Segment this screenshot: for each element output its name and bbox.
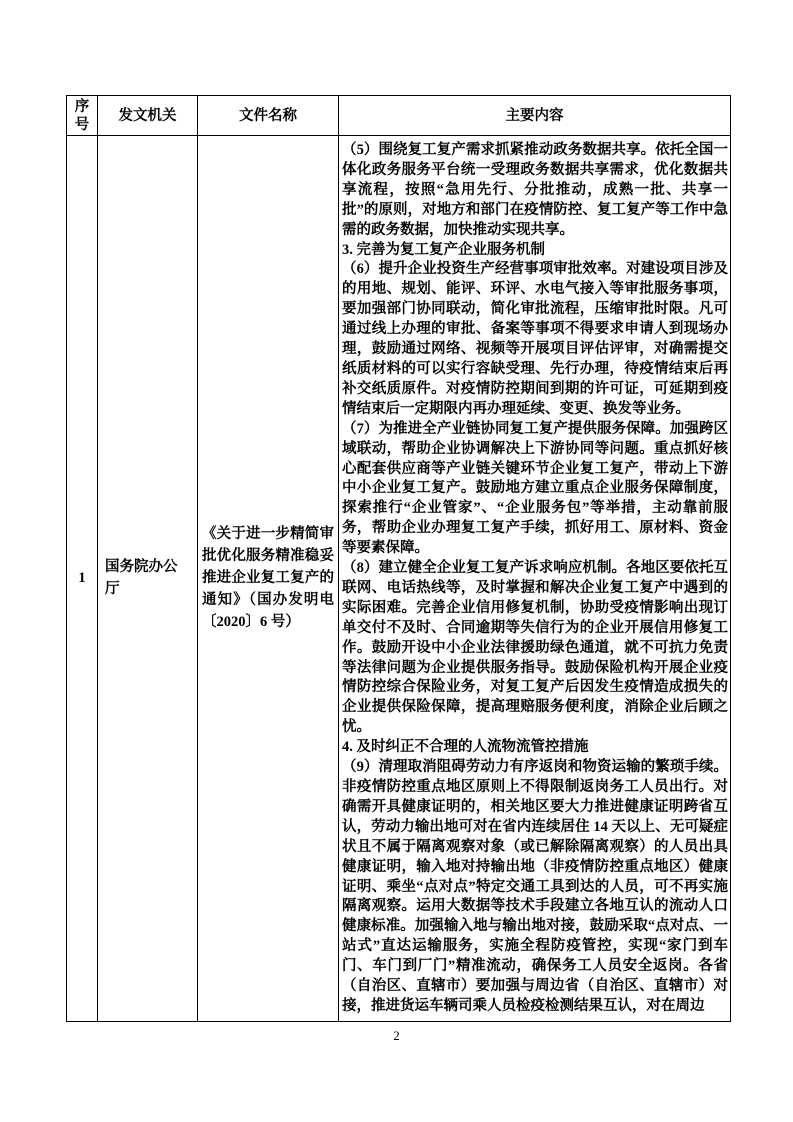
content-paragraph: （8）建立健全企业复工复产诉求响应机制。各地区要依托互联网、电话热线等，及时掌握和解决企业复工复产中遇到的实际困难。完善企业信用修复机制，协助受疫情影响出现订单交付不及时、合同逾期等失信行为的企业开展信用修复工作。鼓励开设中小企业法律援助绿色通道，就不可抗力免责等法律问题为企业提供服务指导。鼓励保险机构开展企业疫情防控综合保险业务，对复工复产后因发生疫情造成损失的企业提供保险保障，提高理赔服务便利度，消除企业后顾之忧。 [342, 560, 728, 736]
col-header-docname: 文件名称 [198, 96, 339, 136]
row-docname-cell: 《关于进一步精简审批优化服务精准稳妥推进企业复工复产的通知》（国办发明电〔2020〕6 号） [198, 136, 339, 1022]
row-agency-cell: 国务院办公厅 [98, 136, 198, 1022]
content-paragraphs [342, 141, 728, 1017]
policy-table [66, 95, 731, 1022]
content-paragraph: （9）清理取消阻碍劳动力有序返岗和物资运输的繁琐手续。非疫情防控重点地区原则上不得限制返岗务工人员出行。对确需开具健康证明的，相关地区要大力推进健康证明跨省互认，劳动力输出地可对在省内连续居住 14 天以上、无可疑症状且不属于隔离观察对象（或已解除隔离观察）的人员出具健康证明，输入地对持输出地（非疫情防控重点地区）健康证明、乘坐“点对点”特定交通工具到达的人员，可不再实施隔离观察。运用大数据等技术手段建立各地互认的流动人口健康标准。加强输入地与输出地对接，鼓励采取“点对点、一站式”直达运输服务，实施全程防疫管控，实现“家门到车门、车门到厂门”精准流动，确保务工人员安全返岗。各省（自治区、直辖市）要加强与周边省（自治区、直辖市）对接，推进货运车辆司乘人员检疫检测结果互认，对在周边 [342, 759, 728, 1014]
content-paragraph: （7）为推进全产业链协同复工复产提供服务保障。加强跨区域联动，帮助企业协调解决上下游协同等问题。重点抓好核心配套供应商等产业链关键环节企业复工复产，带动上下游中小企业复工复产。鼓励地方建立重点企业服务保障制度，探索推行“企业管家”、“企业服务包”等举措，主动靠前服务，帮助企业办理复工复产手续，抓好用工、原材料、资金等要素保障。 [342, 420, 728, 557]
content-paragraph: 3. 完善为复工复产企业服务机制 [342, 241, 545, 258]
row-index-cell: 1 [67, 136, 98, 1022]
table-header-row [67, 96, 731, 136]
table-row [67, 136, 731, 1022]
col-header-content: 主要内容 [339, 96, 731, 136]
content-paragraph: （6）提升企业投资生产经营事项审批效率。对建设项目涉及的用地、规划、能评、环评、水电气接入等审批服务事项，要加强部门协同联动，简化审批流程，压缩审批时限。凡可通过线上办理的审批、备案等事项不得要求申请人到现场办理，鼓励通过网络、视频等开展项目评估评审，对确需提交纸质材料的可以实行容缺受理、先行办理，待疫情结束后再补交纸质原件。对疫情防控期间到期的许可证，可延期到疫情结束后一定期限内再办理延续、变更、换发等业务。 [342, 261, 728, 417]
content-paragraph: 4. 及时纠正不合理的人流物流管控措施 [342, 739, 589, 756]
col-header-agency: 发文机关 [98, 96, 198, 136]
col-header-index: 序号 [67, 96, 98, 136]
page-number: 2 [393, 1028, 400, 1043]
row-content-cell [339, 136, 731, 1022]
content-paragraph: （5）围绕复工复产需求抓紧推动政务数据共享。依托全国一体化政务服务平台统一受理政务数据共享需求，优化数据共享流程，按照“急用先行、分批推动，成熟一批、共享一批”的原则，对地方和部门在疫情防控、复工复产等工作中急需的政务数据，加快推动实现共享。 [342, 142, 728, 238]
